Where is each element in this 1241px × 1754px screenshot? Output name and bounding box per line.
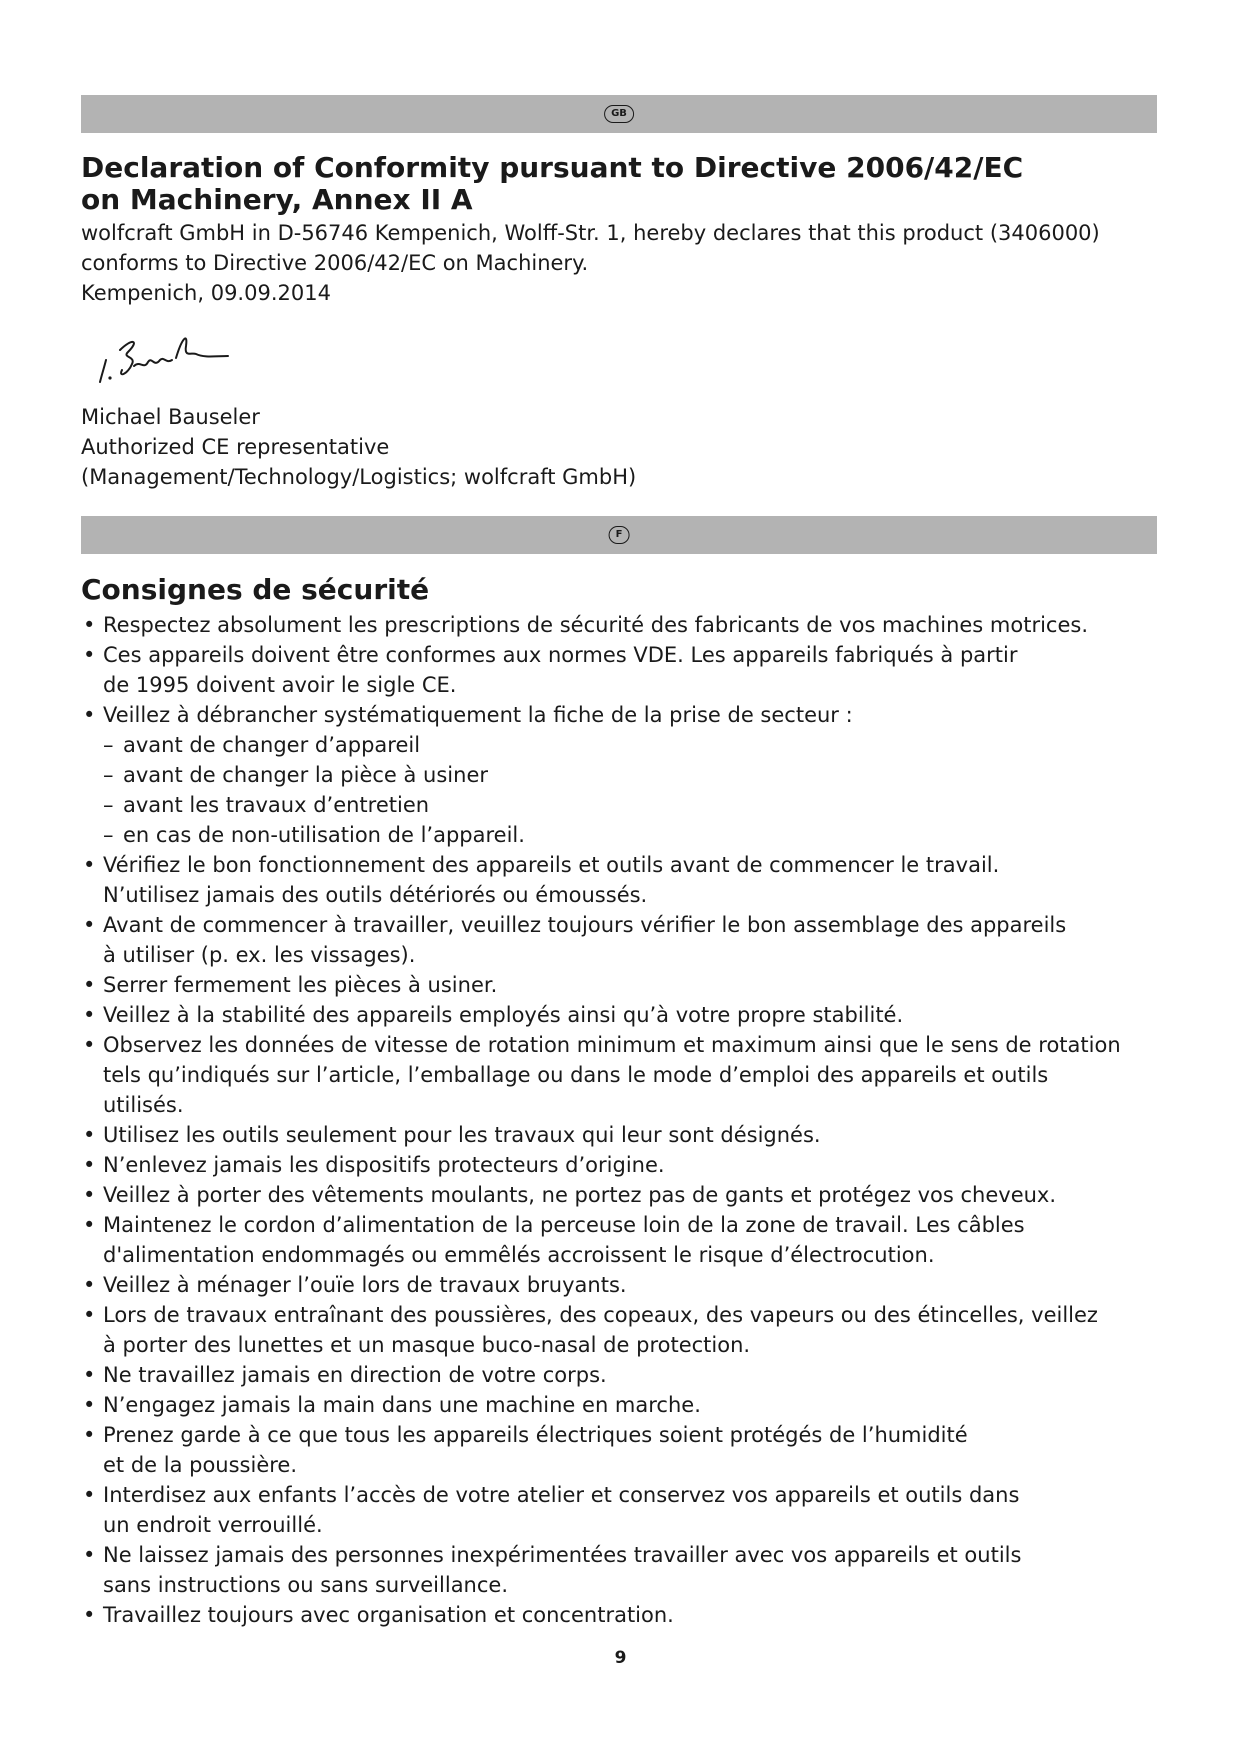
bullet-icon: •: [83, 1363, 96, 1387]
safety-rule-line: Veillez à débrancher systématiquement la fiche de la prise de secteur :: [103, 703, 853, 727]
safety-rule-item: [81, 1360, 1171, 1390]
safety-rule-item: [81, 970, 1171, 1000]
declaration-heading-line-1: Declaration of Conformity pursuant to Directive 2006/42/EC: [81, 151, 1024, 184]
bullet-icon: •: [83, 703, 96, 727]
safety-rule-line: un endroit verrouillé.: [103, 1513, 323, 1537]
bullet-icon: •: [83, 1603, 96, 1627]
safety-rule-line: Veillez à porter des vêtements moulants, ne portez pas de gants et protégez vos cheveux.: [103, 1183, 1057, 1207]
safety-sub-item: [103, 730, 1171, 760]
declaration-heading-line-2: on Machinery, Annex II A: [81, 183, 473, 216]
safety-rule-line: d'alimentation endommagés ou emmêlés accroissent le risque d’électrocution.: [103, 1243, 935, 1267]
declaration-heading: [81, 152, 1171, 216]
safety-rule-line: Utilisez les outils seulement pour les travaux qui leur sont désignés.: [103, 1123, 821, 1147]
safety-rules-list: [81, 610, 1171, 1630]
safety-rule-line: Avant de commencer à travailler, veuillez toujours vérifier le bon assemblage des appareils: [103, 913, 1067, 937]
bullet-icon: •: [83, 1123, 96, 1147]
safety-rule-item: [81, 1420, 1171, 1480]
safety-rule-item: [81, 910, 1171, 970]
bullet-icon: •: [83, 613, 96, 637]
safety-rule-line: Maintenez le cordon d’alimentation de la perceuse loin de la zone de travail. Les câbles: [103, 1213, 1025, 1237]
safety-rule-line: de 1995 doivent avoir le sigle CE.: [103, 673, 457, 697]
safety-heading: Consignes de sécurité: [81, 573, 430, 606]
signer-info: [81, 402, 636, 492]
safety-sub-item-text: en cas de non-utilisation de l’appareil.: [123, 823, 525, 847]
safety-rule-item: [81, 850, 1171, 910]
signer-name: Michael Bauseler: [81, 405, 260, 429]
safety-rule-line: N’engagez jamais la main dans une machine en marche.: [103, 1393, 701, 1417]
bullet-icon: •: [83, 973, 96, 997]
safety-rule-item: [81, 1480, 1171, 1540]
safety-rule-item: [81, 1270, 1171, 1300]
safety-rule-line: Ces appareils doivent être conformes aux normes VDE. Les appareils fabriqués à partir: [103, 643, 1018, 667]
safety-rule-line: Prenez garde à ce que tous les appareils électriques soient protégés de l’humidité: [103, 1423, 968, 1447]
safety-sub-item: [103, 790, 1171, 820]
safety-rule-line: N’enlevez jamais les dispositifs protecteurs d’origine.: [103, 1153, 665, 1177]
declaration-body: [81, 218, 1171, 308]
safety-rule-item: [81, 1030, 1171, 1120]
safety-rule-item: [81, 1540, 1171, 1600]
bullet-icon: •: [83, 1213, 96, 1237]
safety-sub-item: [103, 760, 1171, 790]
safety-rule-item: [81, 640, 1171, 700]
dash-icon: –: [103, 793, 114, 817]
safety-rule-line: Ne laissez jamais des personnes inexpérimentées travailler avec vos appareils et outils: [103, 1543, 1022, 1567]
signature-image: [92, 330, 232, 392]
safety-rule-line: à utiliser (p. ex. les vissages).: [103, 943, 416, 967]
safety-rule-item: [81, 1120, 1171, 1150]
safety-rule-line: utilisés.: [103, 1093, 184, 1117]
safety-rule-item: [81, 1300, 1171, 1360]
safety-section: [81, 574, 1171, 1630]
signer-block: [81, 402, 636, 492]
dash-icon: –: [103, 733, 114, 757]
bullet-icon: •: [83, 913, 96, 937]
bullet-icon: •: [83, 1303, 96, 1327]
signer-role: Authorized CE representative: [81, 435, 390, 459]
bullet-icon: •: [83, 1153, 96, 1177]
safety-rule-line: à porter des lunettes et un masque buco-nasal de protection.: [103, 1333, 751, 1357]
safety-rule-line: Vérifiez le bon fonctionnement des appareils et outils avant de commencer le travail.: [103, 853, 1000, 877]
page-number: 9: [614, 1648, 627, 1668]
declaration-body-line-1: wolfcraft GmbH in D-56746 Kempenich, Wolff-Str. 1, hereby declares that this product (3406000): [81, 221, 1100, 245]
dash-icon: –: [103, 763, 114, 787]
bullet-icon: •: [83, 1423, 96, 1447]
safety-rule-line: Interdisez aux enfants l’accès de votre atelier et conservez vos appareils et outils dans: [103, 1483, 1020, 1507]
safety-rule-line: Travaillez toujours avec organisation et concentration.: [103, 1603, 674, 1627]
bullet-icon: •: [83, 1393, 96, 1417]
safety-rule-item: [81, 700, 1171, 850]
safety-sub-item: [103, 820, 1171, 850]
safety-rule-item: [81, 1210, 1171, 1270]
safety-rule-line: sans instructions ou sans surveillance.: [103, 1573, 509, 1597]
safety-rule-item: [81, 1600, 1171, 1630]
safety-sub-list: [103, 730, 1171, 850]
safety-rule-item: [81, 1390, 1171, 1420]
bullet-icon: •: [83, 1273, 96, 1297]
bullet-icon: •: [83, 643, 96, 667]
safety-rule-line: N’utilisez jamais des outils détériorés ou émoussés.: [103, 883, 648, 907]
safety-rule-line: Respectez absolument les prescriptions de sécurité des fabricants de vos machines motrices.: [103, 613, 1089, 637]
bullet-icon: •: [83, 1183, 96, 1207]
safety-sub-item-text: avant les travaux d’entretien: [123, 793, 430, 817]
language-bar-f: [81, 516, 1157, 554]
safety-sub-item-text: avant de changer d’appareil: [123, 733, 421, 757]
language-bar-gb: [81, 95, 1157, 133]
bullet-icon: •: [83, 1543, 96, 1567]
dash-icon: –: [103, 823, 114, 847]
place-date: Kempenich, 09.09.2014: [81, 281, 331, 305]
bullet-icon: •: [83, 853, 96, 877]
bullet-icon: •: [83, 1003, 96, 1027]
language-badge-f: F: [609, 526, 630, 544]
signer-department: (Management/Technology/Logistics; wolfcraft GmbH): [81, 465, 637, 489]
declaration-section: [81, 152, 1171, 308]
bullet-icon: •: [83, 1483, 96, 1507]
declaration-body-line-2: conforms to Directive 2006/42/EC on Machinery.: [81, 251, 589, 275]
safety-rule-line: Veillez à la stabilité des appareils employés ainsi qu’à votre propre stabilité.: [103, 1003, 904, 1027]
bullet-icon: •: [83, 1033, 96, 1057]
safety-rule-line: Observez les données de vitesse de rotation minimum et maximum ainsi que le sens de rotation: [103, 1033, 1121, 1057]
safety-rule-line: Veillez à ménager l’ouïe lors de travaux bruyants.: [103, 1273, 627, 1297]
language-badge-gb: GB: [604, 105, 634, 123]
safety-rule-line: Ne travaillez jamais en direction de votre corps.: [103, 1363, 607, 1387]
safety-rule-item: [81, 1000, 1171, 1030]
safety-rule-line: Lors de travaux entraînant des poussières, des copeaux, des vapeurs ou des étincelles, veillez: [103, 1303, 1098, 1327]
safety-rule-item: [81, 610, 1171, 640]
safety-rule-item: [81, 1180, 1171, 1210]
safety-rule-line: Serrer fermement les pièces à usiner.: [103, 973, 498, 997]
safety-rule-line: et de la poussière.: [103, 1453, 298, 1477]
safety-rule-line: tels qu’indiqués sur l’article, l’emballage ou dans le mode d’emploi des appareils et outils: [103, 1063, 1049, 1087]
safety-rule-item: [81, 1150, 1171, 1180]
safety-sub-item-text: avant de changer la pièce à usiner: [123, 763, 488, 787]
